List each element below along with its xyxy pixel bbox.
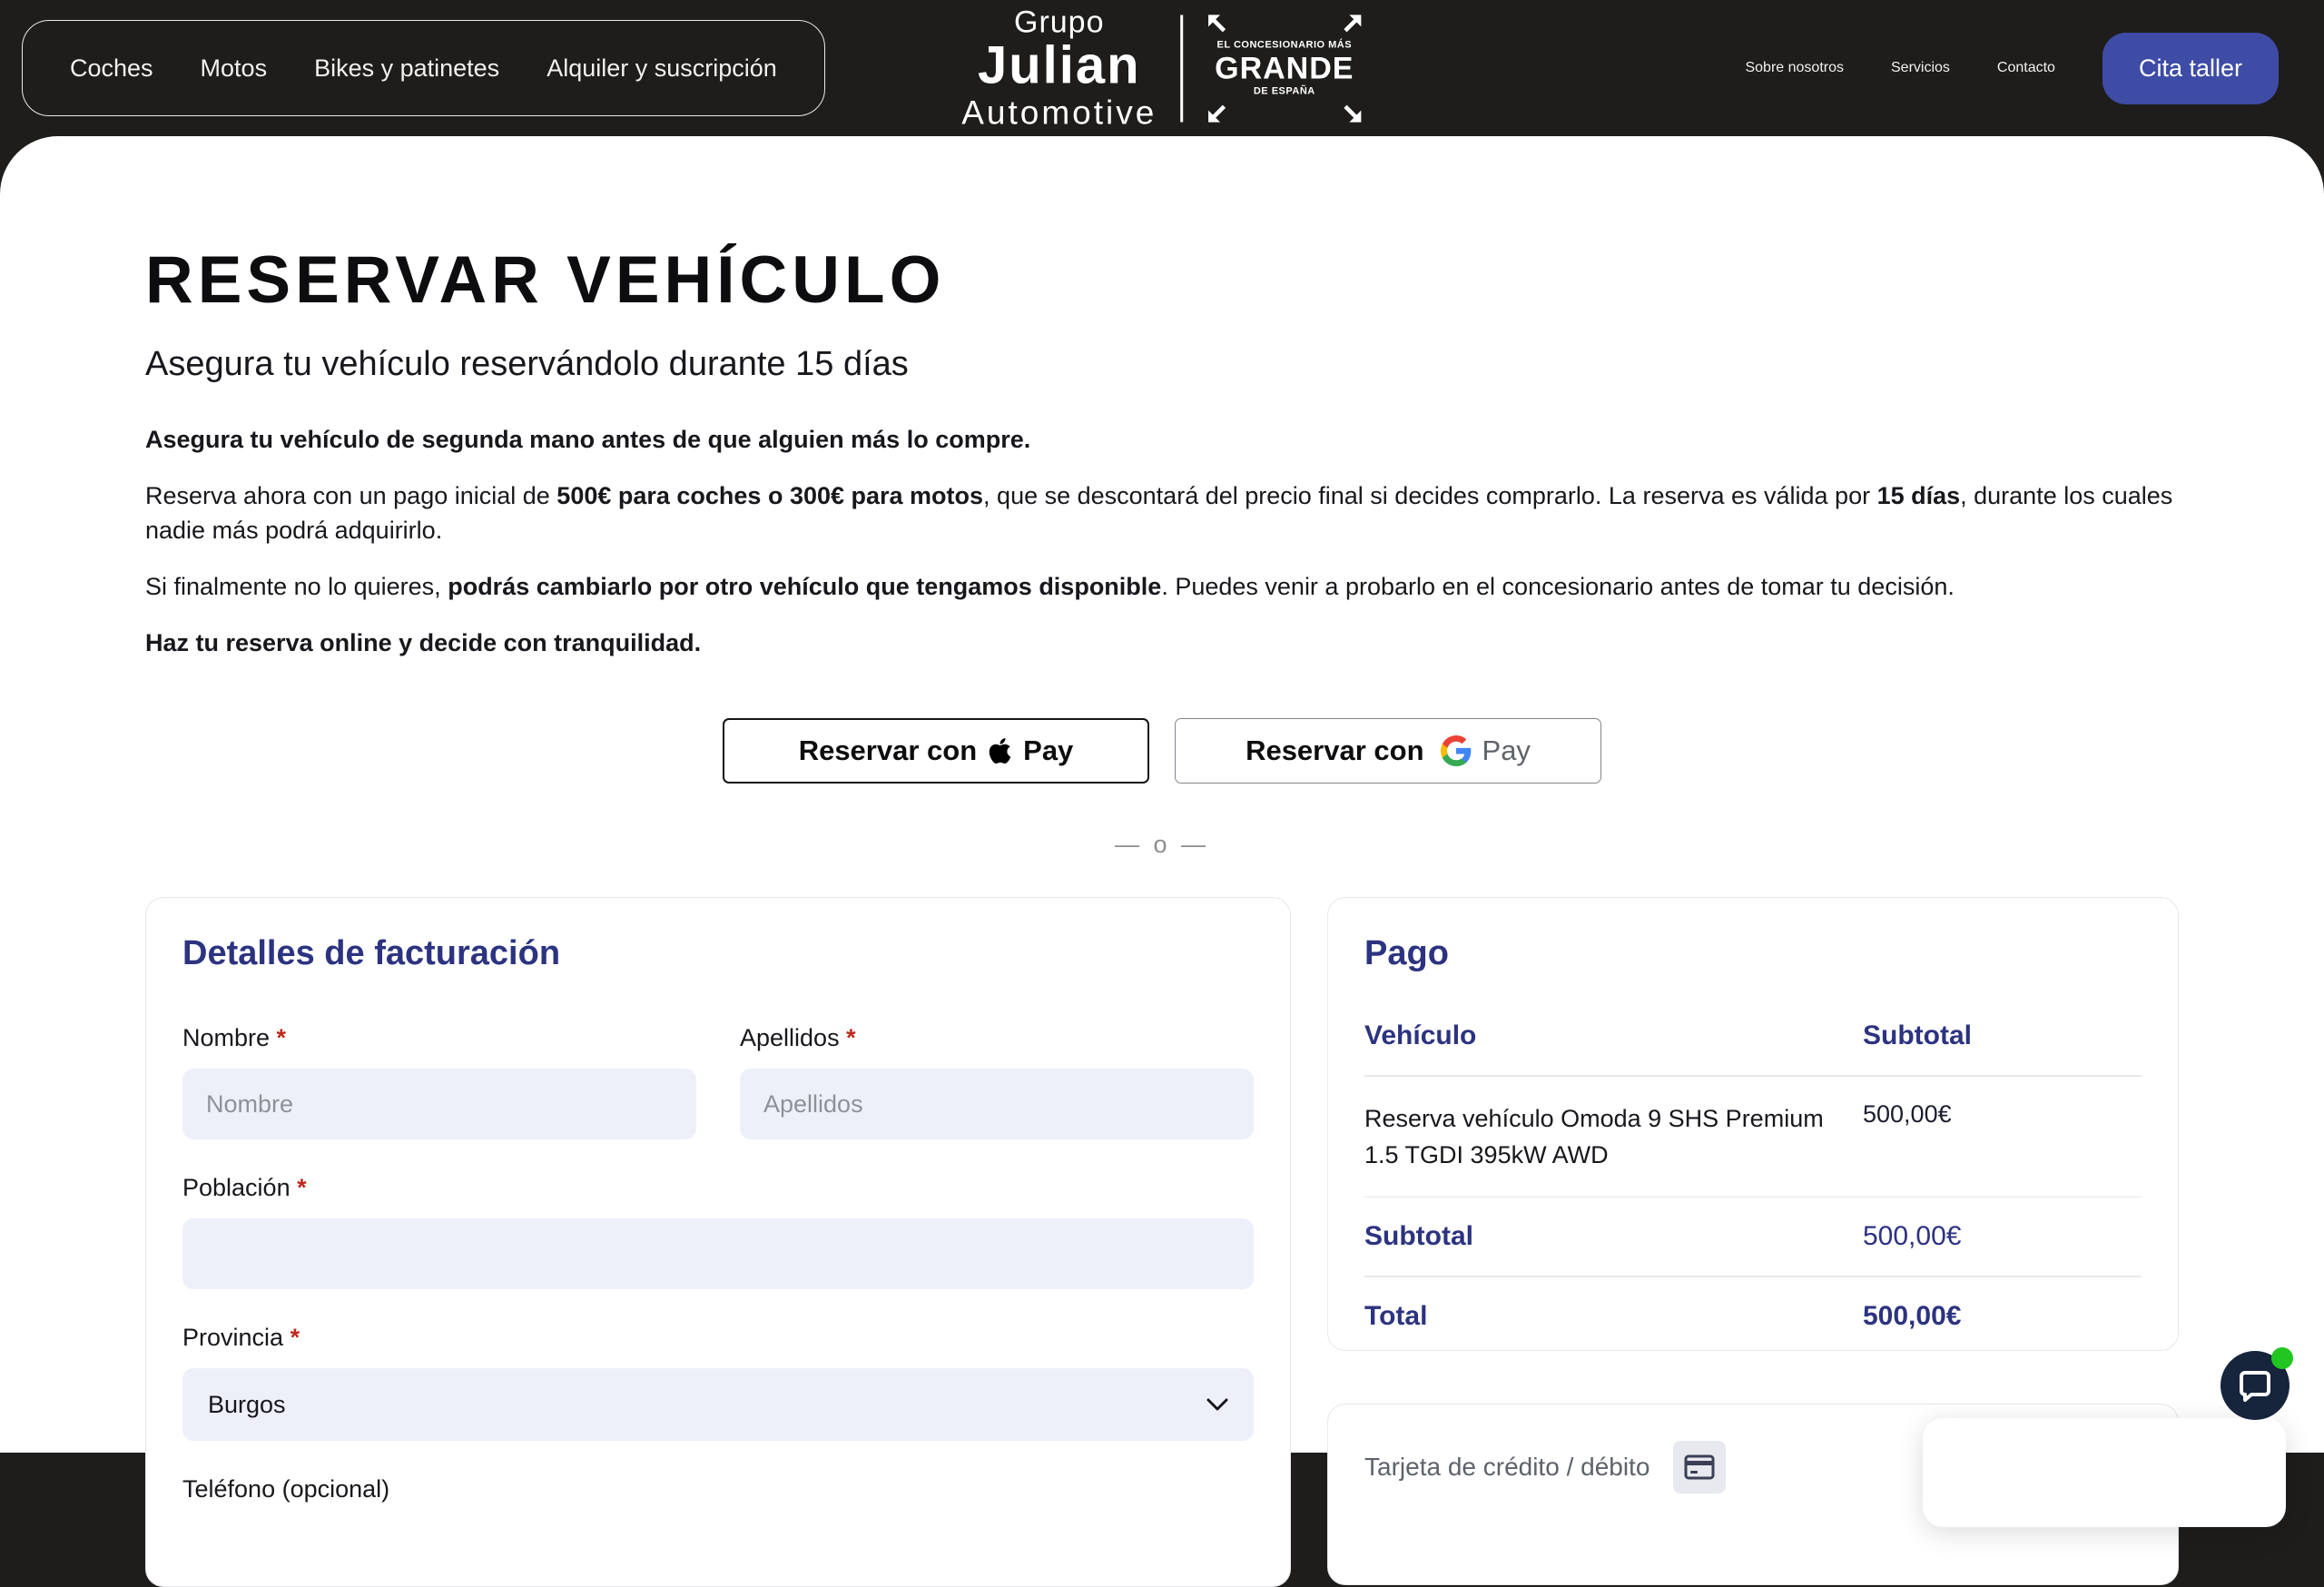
- poblacion-input[interactable]: [182, 1218, 1254, 1289]
- chat-bubble-icon: [2237, 1367, 2273, 1404]
- main-nav: [22, 20, 825, 116]
- required-asterisk: *: [846, 1024, 856, 1051]
- badge-main-text: GRANDE: [1215, 51, 1354, 85]
- intro-paragraph-3: Si finalmente no lo quieres, podrás cambiarlo por otro vehículo que tengamos disponible. Puedes venir a probarlo en el concesionario antes de tomar tu decisión.: [145, 573, 1955, 600]
- billing-details-card: [145, 897, 1291, 1587]
- secondary-nav: [1745, 33, 2302, 104]
- vehicle-column-header: Vehículo: [1364, 1020, 1477, 1050]
- or-divider: — o —: [1114, 831, 1210, 858]
- total-row: [1364, 1301, 2142, 1332]
- nav-item-coches[interactable]: Coches: [70, 54, 153, 82]
- provincia-label: Provincia *: [182, 1324, 300, 1351]
- required-asterisk: *: [276, 1024, 287, 1051]
- nombre-label: Nombre *: [182, 1024, 287, 1051]
- page-subtitle: Asegura tu vehículo reservándolo durante 15 días: [145, 345, 909, 383]
- divider: [1364, 1197, 2142, 1198]
- intro-paragraph-1: Asegura tu vehículo de segunda mano antes de que alguien más lo compre.: [145, 426, 1031, 453]
- nav-item-motos[interactable]: Motos: [200, 54, 268, 82]
- billing-title: Detalles de facturación: [182, 934, 561, 972]
- apple-logo-icon: [988, 736, 1012, 765]
- apple-pay-word: Pay: [1023, 734, 1074, 766]
- logo-line-grupo: Grupo: [1014, 5, 1105, 40]
- order-line-item: [1364, 1100, 2142, 1173]
- cita-taller-button[interactable]: Cita taller: [2102, 33, 2279, 104]
- nav-item-servicios[interactable]: Servicios: [1891, 60, 1950, 75]
- apple-pay-prefix: Reservar con: [798, 734, 978, 766]
- page-title: Reservar vehículo: [145, 218, 946, 323]
- google-logo-icon: [1441, 735, 1472, 766]
- apple-pay-button[interactable]: [723, 718, 1149, 784]
- item-name-line1: Reserva vehículo Omoda 9 SHS Premium: [1364, 1104, 1824, 1132]
- site-header: [0, 0, 2324, 136]
- total-value: 500,00€: [1863, 1300, 1962, 1331]
- item-name-line2: 1.5 TGDI 395kW AWD: [1364, 1140, 1609, 1168]
- google-pay-button[interactable]: [1175, 718, 1601, 784]
- badge-top-text: EL CONCESIONARIO MÁS: [1216, 39, 1353, 50]
- nav-item-alquiler[interactable]: Alquiler y suscripción: [547, 54, 777, 82]
- subtotal-row: [1364, 1221, 2142, 1252]
- page-content: [0, 136, 2324, 1503]
- badge-bottom-text: DE ESPAÑA: [1253, 85, 1315, 96]
- express-pay-row: [145, 718, 2179, 784]
- credit-card-icon: [1684, 1454, 1715, 1480]
- subtotal-column-header: Subtotal: [1863, 1020, 1972, 1050]
- intro-paragraph-2: Reserva ahora con un pago inicial de 500€ para coches o 300€ para motos, que se descontará del precio final si decides comprarlo. La reserva es válida por 15 días, durante los cuales nadie más podrá adquirirlo.: [145, 482, 2173, 544]
- apellidos-label: Apellidos *: [740, 1024, 856, 1051]
- credit-card-icon-box: [1673, 1441, 1726, 1493]
- apellidos-input[interactable]: [740, 1069, 1254, 1139]
- chevron-down-icon: [1206, 1398, 1228, 1411]
- required-asterisk: *: [297, 1174, 307, 1201]
- poblacion-label: Población *: [182, 1174, 307, 1201]
- card-method-label: Tarjeta de crédito / débito: [1364, 1453, 1650, 1481]
- provincia-select[interactable]: [182, 1368, 1254, 1441]
- subtotal-label: Subtotal: [1364, 1221, 1473, 1251]
- total-label: Total: [1364, 1300, 1428, 1331]
- item-price: 500,00€: [1863, 1099, 1952, 1128]
- pago-title: Pago: [1364, 934, 1449, 972]
- telefono-label: Teléfono (opcional): [182, 1475, 390, 1503]
- logo-line-automotive: Automotive: [961, 94, 1157, 132]
- nav-item-bikes[interactable]: Bikes y patinetes: [314, 54, 500, 82]
- payment-summary-card: [1327, 897, 2179, 1351]
- nav-item-sobre-nosotros[interactable]: Sobre nosotros: [1745, 60, 1844, 75]
- logo-divider: [1180, 15, 1183, 122]
- google-pay-word: Pay: [1482, 734, 1531, 766]
- subtotal-value: 500,00€: [1863, 1221, 1962, 1251]
- chat-popup: [1923, 1418, 2286, 1527]
- nav-item-contacto[interactable]: Contacto: [1996, 60, 2055, 75]
- intro-paragraph-4: Haz tu reserva online y decide con tranquilidad.: [145, 629, 702, 656]
- logo-line-julian: Julian: [977, 35, 1141, 95]
- chat-online-dot: [2271, 1347, 2293, 1369]
- provincia-selected-value: Burgos: [208, 1390, 286, 1418]
- intro-copy: [145, 422, 2179, 660]
- divider: [1364, 1075, 2142, 1077]
- brand-logo[interactable]: [961, 7, 1363, 130]
- nombre-input[interactable]: [182, 1069, 696, 1139]
- google-pay-prefix: Reservar con: [1246, 734, 1424, 766]
- divider: [1364, 1276, 2142, 1277]
- logo-badge: [1206, 13, 1363, 123]
- required-asterisk: *: [290, 1324, 300, 1351]
- brand-logo-wordmark: [961, 7, 1157, 130]
